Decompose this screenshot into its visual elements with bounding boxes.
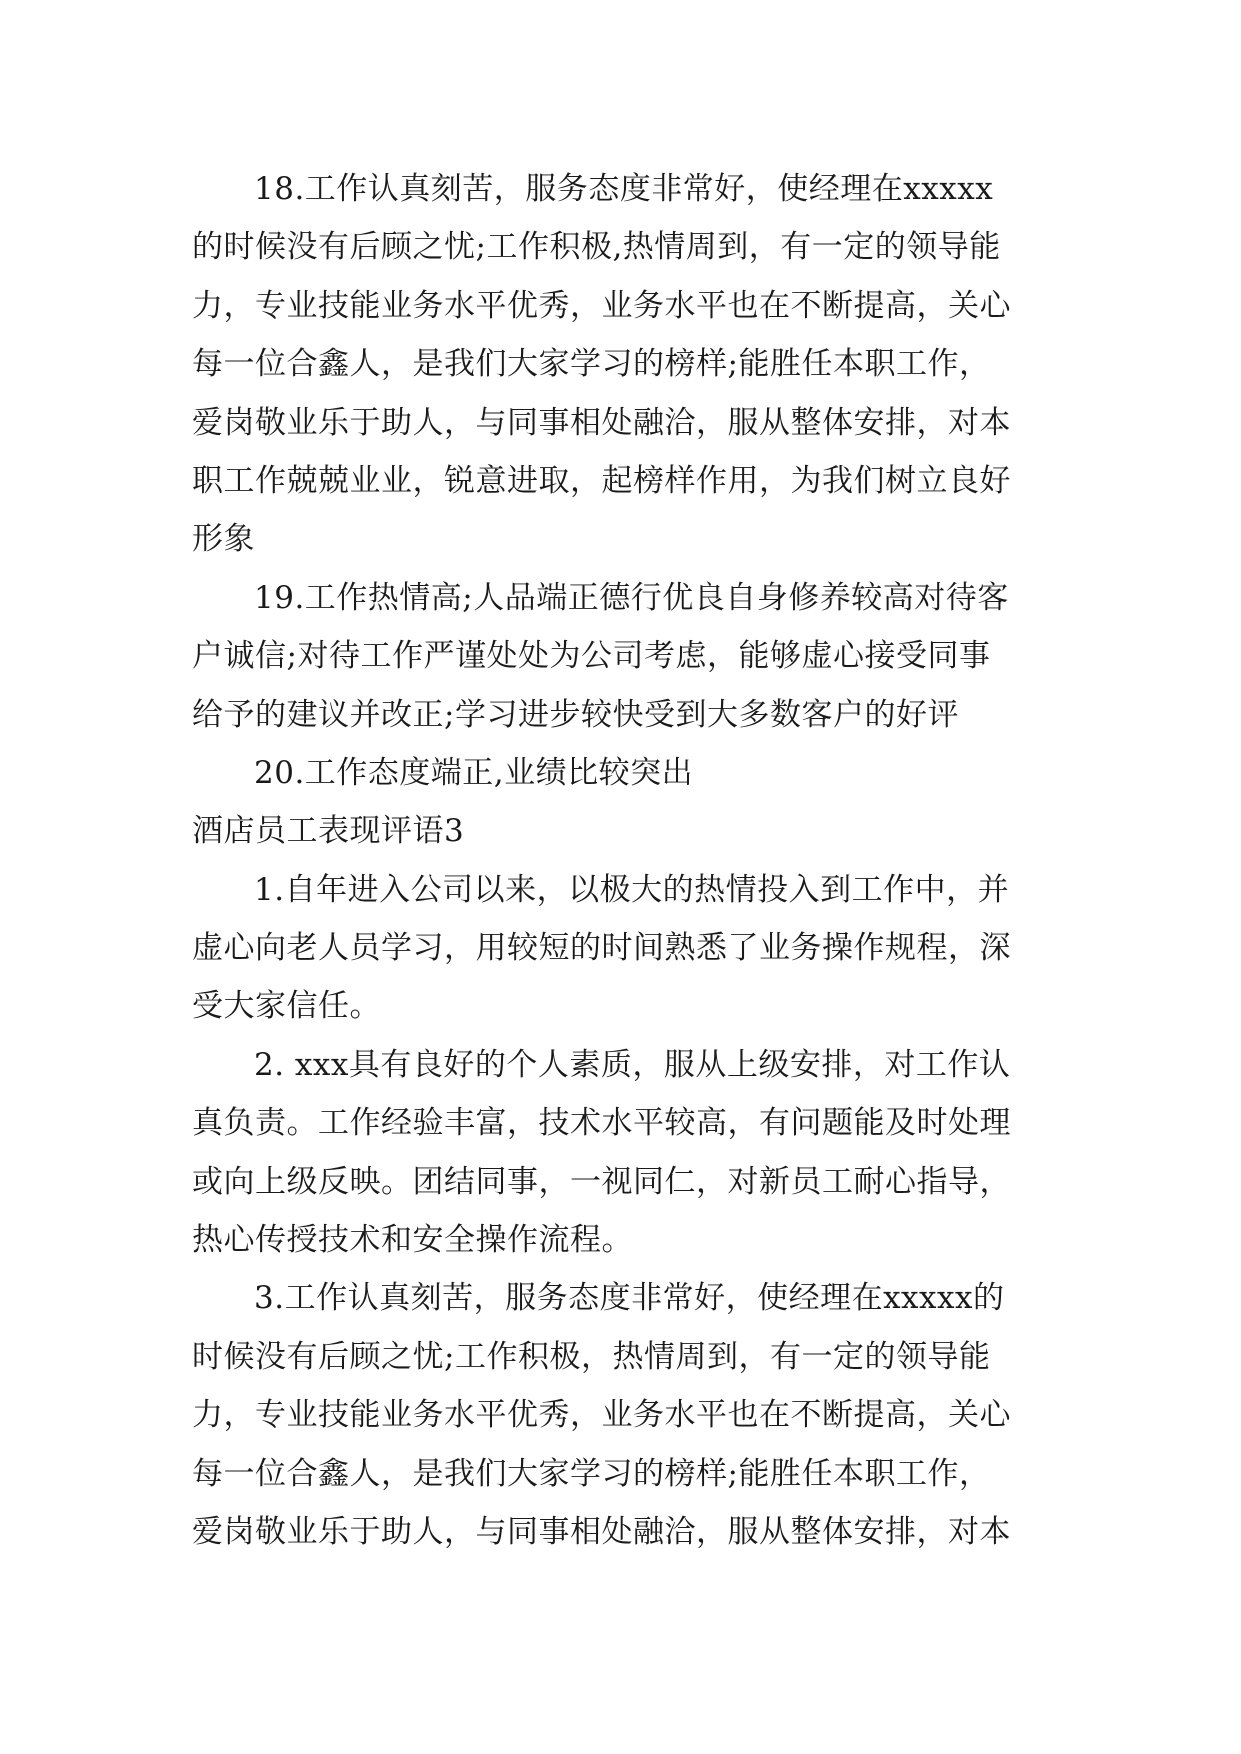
text-line: 3.工作认真刻苦，服务态度非常好，使经理在xxxxx的 bbox=[254, 1280, 1005, 1317]
text-line: 受大家信任。 bbox=[192, 988, 381, 1025]
text-line: 每一位合鑫人，是我们大家学习的榜样;能胜任本职工作， bbox=[192, 1455, 991, 1492]
text-line: 19.工作热情高;人品端正德行优良自身修养较高对待客 bbox=[254, 579, 1009, 616]
document-body bbox=[192, 160, 1050, 1561]
text-line: 爱岗敬业乐于助人，与同事相处融洽，服从整体安排，对本 bbox=[192, 404, 1011, 441]
text-line: 时候没有后顾之忧;工作积极，热情周到，有一定的领导能 bbox=[192, 1338, 991, 1375]
section-heading: 酒店员工表现评语3 bbox=[192, 813, 465, 850]
text-line: 真负责。工作经验丰富，技术水平较高，有问题能及时处理 bbox=[192, 1105, 1011, 1142]
text-line: 2. xxx具有良好的个人素质，服从上级安排，对工作认 bbox=[254, 1046, 1011, 1083]
text-line: 热心传授技术和安全操作流程。 bbox=[192, 1222, 633, 1259]
text-line: 每一位合鑫人，是我们大家学习的榜样;能胜任本职工作， bbox=[192, 346, 991, 383]
text-line: 或向上级反映。团结同事，一视同仁，对新员工耐心指导， bbox=[192, 1163, 1011, 1200]
text-line: 户诚信;对待工作严谨处处为公司考虑，能够虚心接受同事 bbox=[192, 638, 991, 675]
text-line: 1.自年进入公司以来，以极大的热情投入到工作中，并 bbox=[254, 871, 1010, 908]
text-line: 力，专业技能业务水平优秀，业务水平也在不断提高，关心 bbox=[192, 1397, 1011, 1434]
text-line: 力，专业技能业务水平优秀，业务水平也在不断提高，关心 bbox=[192, 287, 1011, 324]
text-line: 20.工作态度端正,业绩比较突出 bbox=[254, 754, 694, 791]
text-line: 虚心向老人员学习，用较短的时间熟悉了业务操作规程，深 bbox=[192, 930, 1011, 967]
text-line: 18.工作认真刻苦，服务态度非常好，使经理在xxxxx bbox=[254, 171, 994, 207]
text-line: 给予的建议并改正;学习进步较快受到大多数客户的好评 bbox=[192, 696, 959, 733]
text-line: 爱岗敬业乐于助人，与同事相处融洽，服从整体安排，对本 bbox=[192, 1513, 1011, 1550]
text-line: 职工作兢兢业业，锐意进取，起榜样作用，为我们树立良好 bbox=[192, 462, 1011, 499]
text-line: 形象 bbox=[192, 521, 255, 558]
text-line: 的时候没有后顾之忧;工作积极,热情周到，有一定的领导能 bbox=[192, 229, 1001, 266]
